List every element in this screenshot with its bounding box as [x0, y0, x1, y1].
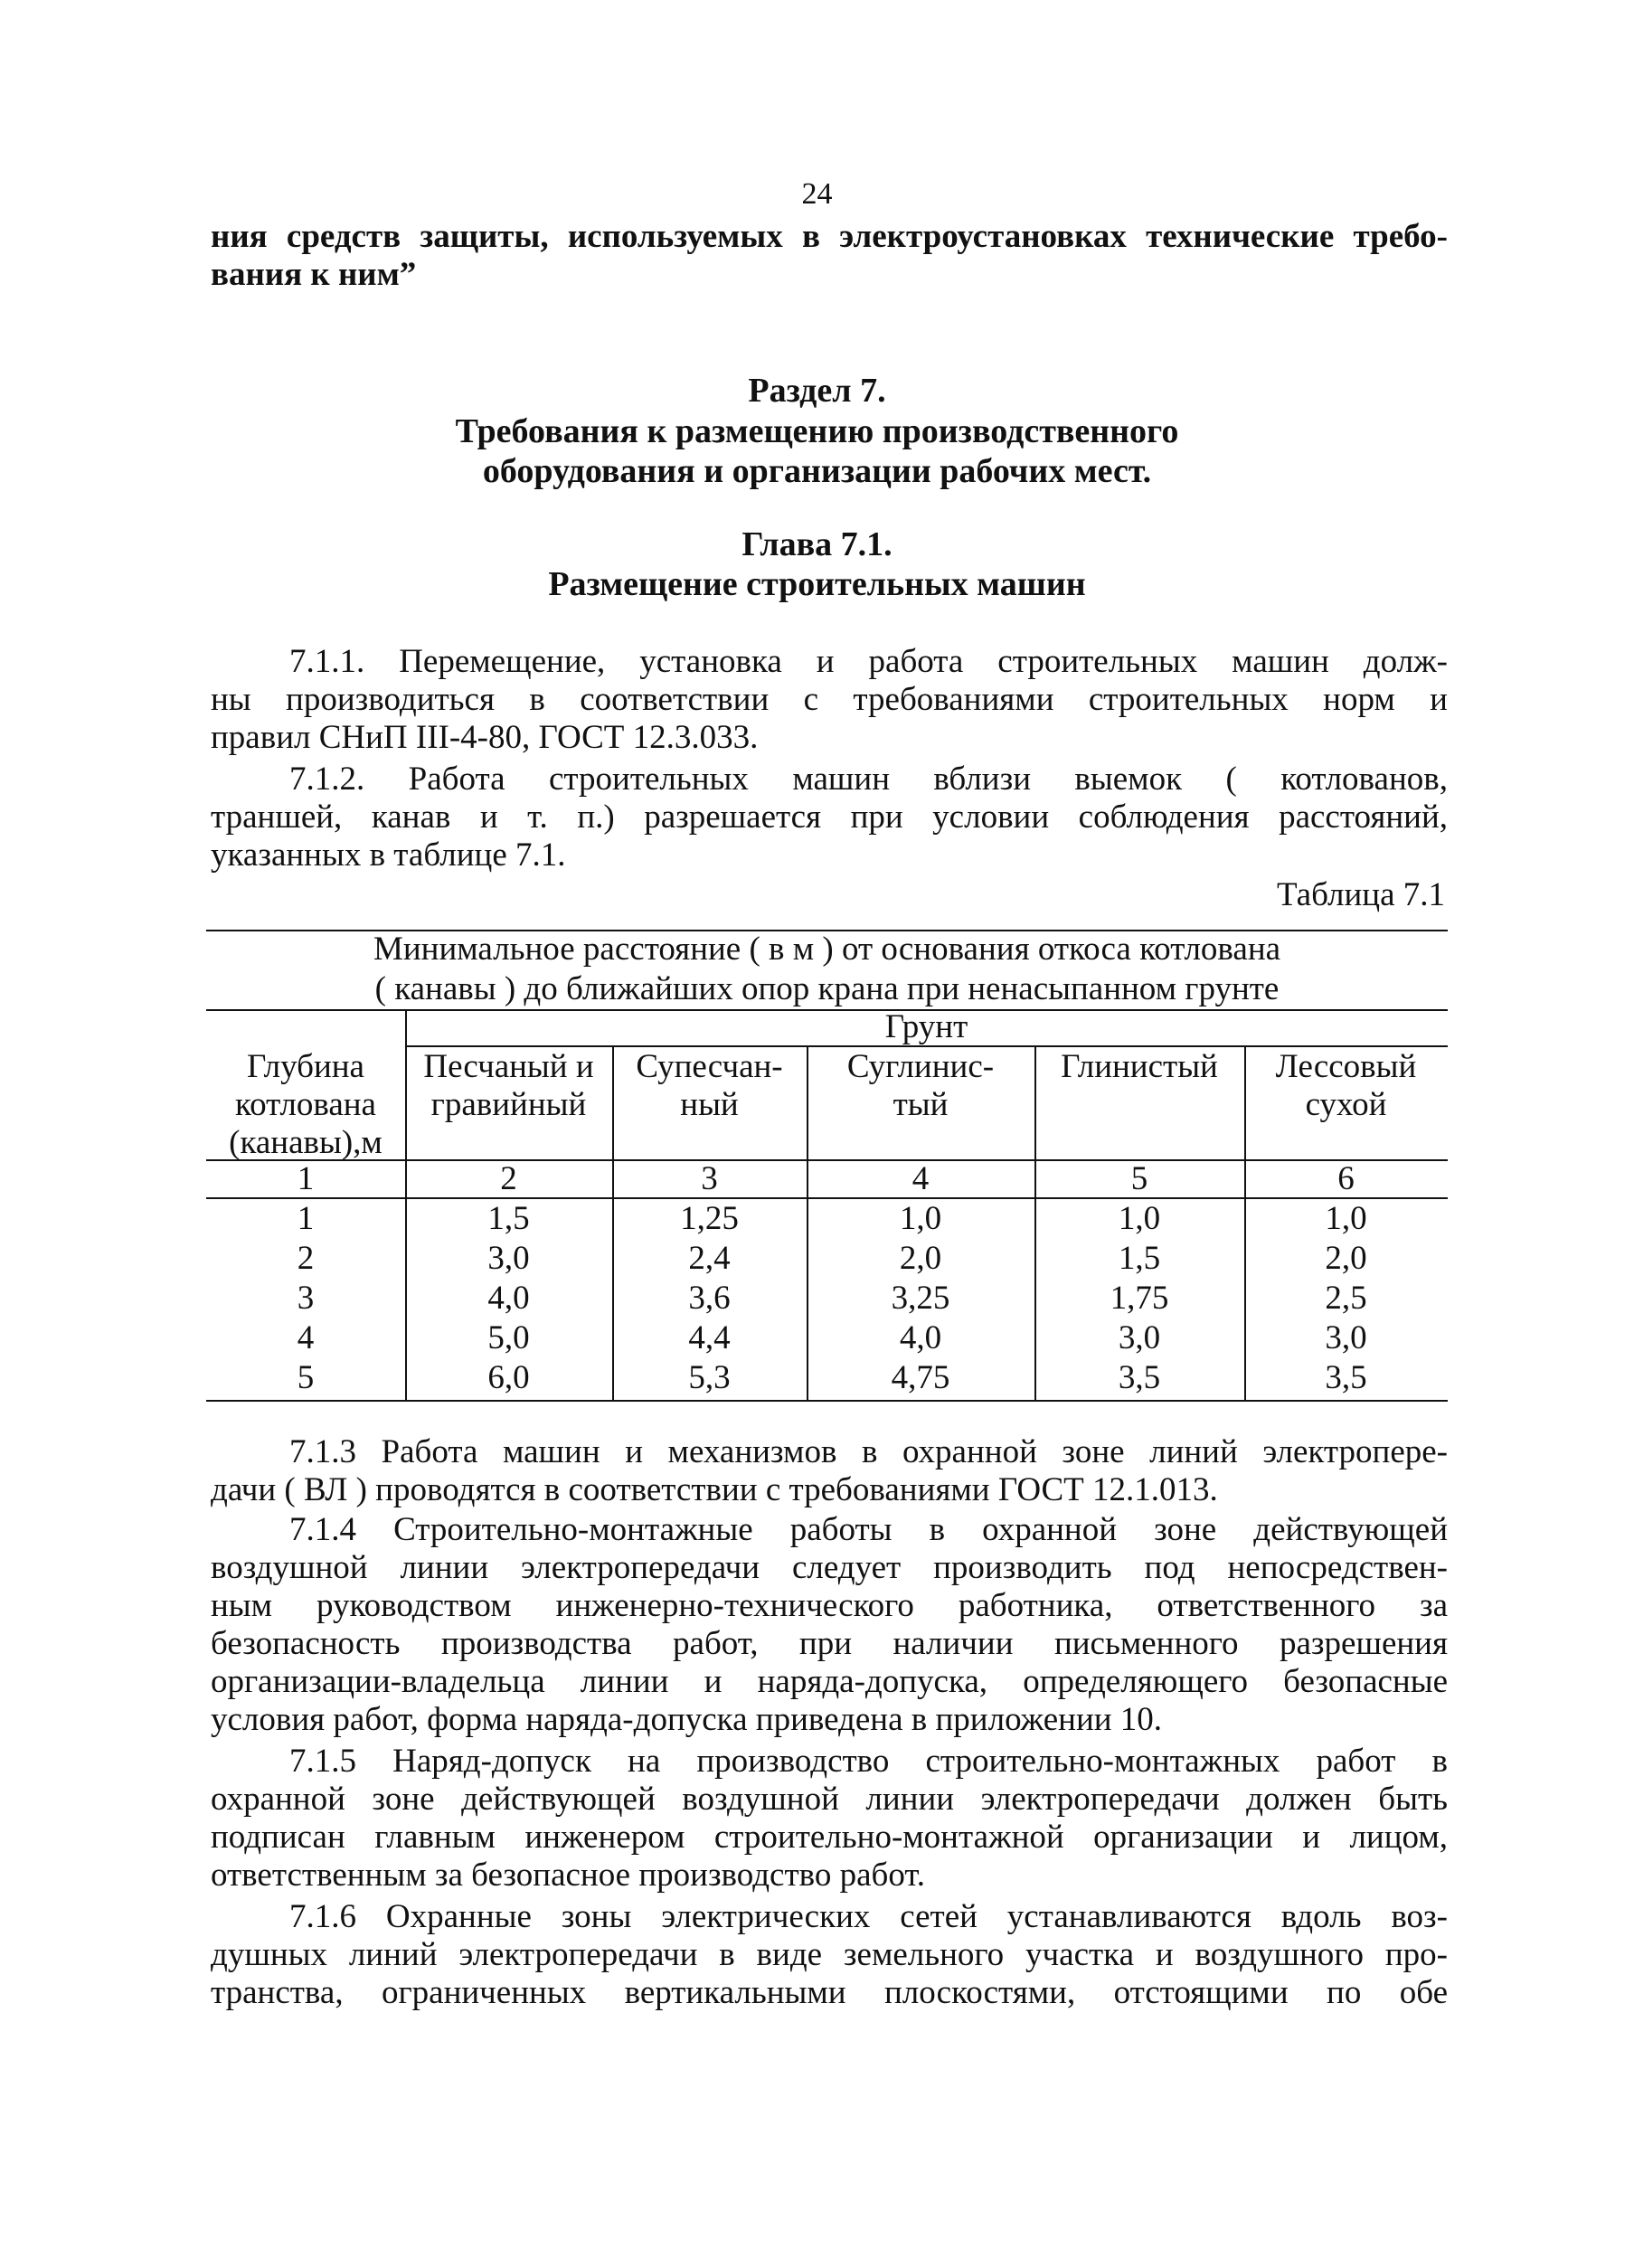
depth-header-line: (канавы),м — [229, 1124, 383, 1161]
distance-value: 2,5 — [1325, 1280, 1367, 1317]
column-number: 2 — [500, 1160, 517, 1197]
distance-value: 3,6 — [688, 1280, 731, 1317]
paragraph-line: 7.1.5 Наряд-допуск на производство строительно-монтажных работ в — [289, 1743, 1448, 1780]
distance-table — [206, 930, 1448, 1402]
paragraph-line: воздушной линии электропередачи следует производить под непосредствен- — [211, 1549, 1448, 1586]
soil-col-header: тый — [893, 1086, 949, 1123]
paragraph-line: указанных в таблице 7.1. — [211, 836, 566, 874]
distance-value: 5,0 — [487, 1319, 530, 1356]
distance-value: 3,0 — [1118, 1319, 1161, 1356]
distance-value: 6,0 — [487, 1359, 530, 1396]
paragraph-line: транства, ограниченных вертикальными плоскостями, отстоящими по обе — [211, 1974, 1448, 2011]
section-title: Раздел 7. — [748, 372, 886, 410]
distance-value: 1,0 — [899, 1200, 942, 1237]
paragraph-line: организации-владельца линии и наряда-допуска, определяющего безопасные — [211, 1663, 1448, 1700]
paragraph-line: 7.1.1. Перемещение, установка и работа строительных машин долж- — [289, 643, 1448, 680]
depth-header-line: котлована — [235, 1086, 376, 1123]
distance-value: 5,3 — [688, 1359, 731, 1396]
distance-value: 4,0 — [487, 1280, 530, 1317]
column-number: 5 — [1130, 1160, 1148, 1197]
depth-value: 5 — [297, 1359, 315, 1396]
distance-value: 2,0 — [1325, 1240, 1367, 1277]
distance-value: 1,5 — [1118, 1240, 1161, 1277]
chapter-subtitle: Размещение строительных машин — [548, 565, 1086, 603]
distance-value: 4,0 — [899, 1319, 942, 1356]
distance-value: 4,75 — [891, 1359, 950, 1396]
distance-value: 3,5 — [1118, 1359, 1161, 1396]
column-number: 1 — [297, 1160, 315, 1197]
distance-value: 4,4 — [688, 1319, 731, 1356]
paragraph-line: безопасность производства работ, при наличии письменного разрешения — [211, 1625, 1448, 1662]
column-number: 6 — [1337, 1160, 1355, 1197]
intro-line-2: вания к ним” — [211, 256, 417, 293]
paragraph-line: ны производиться в соответствии с требованиями строительных норм и — [211, 681, 1448, 718]
depth-value: 2 — [297, 1240, 315, 1277]
depth-value: 4 — [297, 1319, 315, 1356]
table-rule — [206, 1400, 1448, 1402]
paragraph-line: траншей, канав и т. п.) разрешается при условии соблюдения расстояний, — [211, 799, 1448, 836]
soil-col-header: Лессовый — [1275, 1048, 1417, 1085]
soil-header: Грунт — [884, 1008, 968, 1045]
soil-col-header: сухой — [1305, 1086, 1387, 1123]
paragraph-line: душных линий электропередачи в виде земельного участка и воздушного про- — [211, 1936, 1448, 1973]
soil-col-header: Песчаный и — [423, 1048, 594, 1085]
paragraph-line: ным руководством инженерно-технического работника, ответственного за — [211, 1587, 1448, 1624]
table-caption: Таблица 7.1 — [1277, 876, 1445, 913]
distance-value: 1,25 — [680, 1200, 739, 1237]
paragraph-line: 7.1.2. Работа строительных машин вблизи выемок ( котлованов, — [289, 761, 1448, 798]
column-number: 4 — [911, 1160, 930, 1197]
soil-col-header: Суглинис- — [846, 1048, 995, 1085]
paragraph-line: 7.1.4 Строительно-монтажные работы в охранной зоне действующей — [289, 1511, 1448, 1548]
paragraph-line: подписан главным инженером строительно-монтажной организации и лицом, — [211, 1819, 1448, 1856]
distance-value: 3,5 — [1325, 1359, 1367, 1396]
distance-value: 3,0 — [1325, 1319, 1367, 1356]
distance-value: 1,0 — [1118, 1200, 1161, 1237]
page-number: 24 — [801, 177, 833, 211]
distance-value: 1,0 — [1325, 1200, 1367, 1237]
soil-col-header: гравийный — [430, 1086, 587, 1123]
paragraph-line: условия работ, форма наряда-допуска приведена в приложении 10. — [211, 1701, 1163, 1738]
table-title-line-1: Минимальное расстояние ( в м ) от основания откоса котлована — [373, 931, 1281, 968]
chapter-title: Глава 7.1. — [741, 525, 893, 563]
distance-value: 3,0 — [487, 1240, 530, 1277]
distance-value: 2,4 — [688, 1240, 731, 1277]
table-title-line-2: ( канавы ) до ближайших опор крана при ненасыпанном грунте — [374, 970, 1280, 1007]
paragraph-line: ответственным за безопасное производство работ. — [211, 1857, 925, 1894]
distance-value: 1,75 — [1110, 1280, 1169, 1317]
distance-value: 2,0 — [899, 1240, 942, 1277]
soil-col-header: ный — [680, 1086, 739, 1123]
paragraph-line: дачи ( ВЛ ) проводятся в соответствии с требованиями ГОСТ 12.1.013. — [211, 1471, 1218, 1508]
intro-line-1: ния средств защиты, используемых в электроустановках технические требо- — [211, 218, 1448, 255]
section-subtitle-line-1: Требования к размещению производственного — [455, 412, 1179, 450]
distance-value: 1,5 — [487, 1200, 530, 1237]
distance-value: 3,25 — [891, 1280, 950, 1317]
paragraph-line: правил СНиП III-4-80, ГОСТ 12.3.033. — [211, 719, 759, 756]
paragraph-line: 7.1.3 Работа машин и механизмов в охранной зоне линий электропере- — [289, 1433, 1448, 1470]
depth-value: 1 — [297, 1200, 315, 1237]
depth-header-line: Глубина — [247, 1048, 364, 1085]
section-subtitle-line-2: оборудования и организации рабочих мест. — [482, 452, 1152, 490]
soil-col-header: Супесчан- — [636, 1048, 783, 1085]
column-number: 3 — [701, 1160, 718, 1197]
paragraph-line: 7.1.6 Охранные зоны электрических сетей устанавливаются вдоль воз- — [289, 1898, 1448, 1935]
soil-col-header: Глинистый — [1061, 1048, 1218, 1085]
paragraph-line: охранной зоне действующей воздушной линии электропередачи должен быть — [211, 1781, 1448, 1818]
depth-value: 3 — [297, 1280, 315, 1317]
